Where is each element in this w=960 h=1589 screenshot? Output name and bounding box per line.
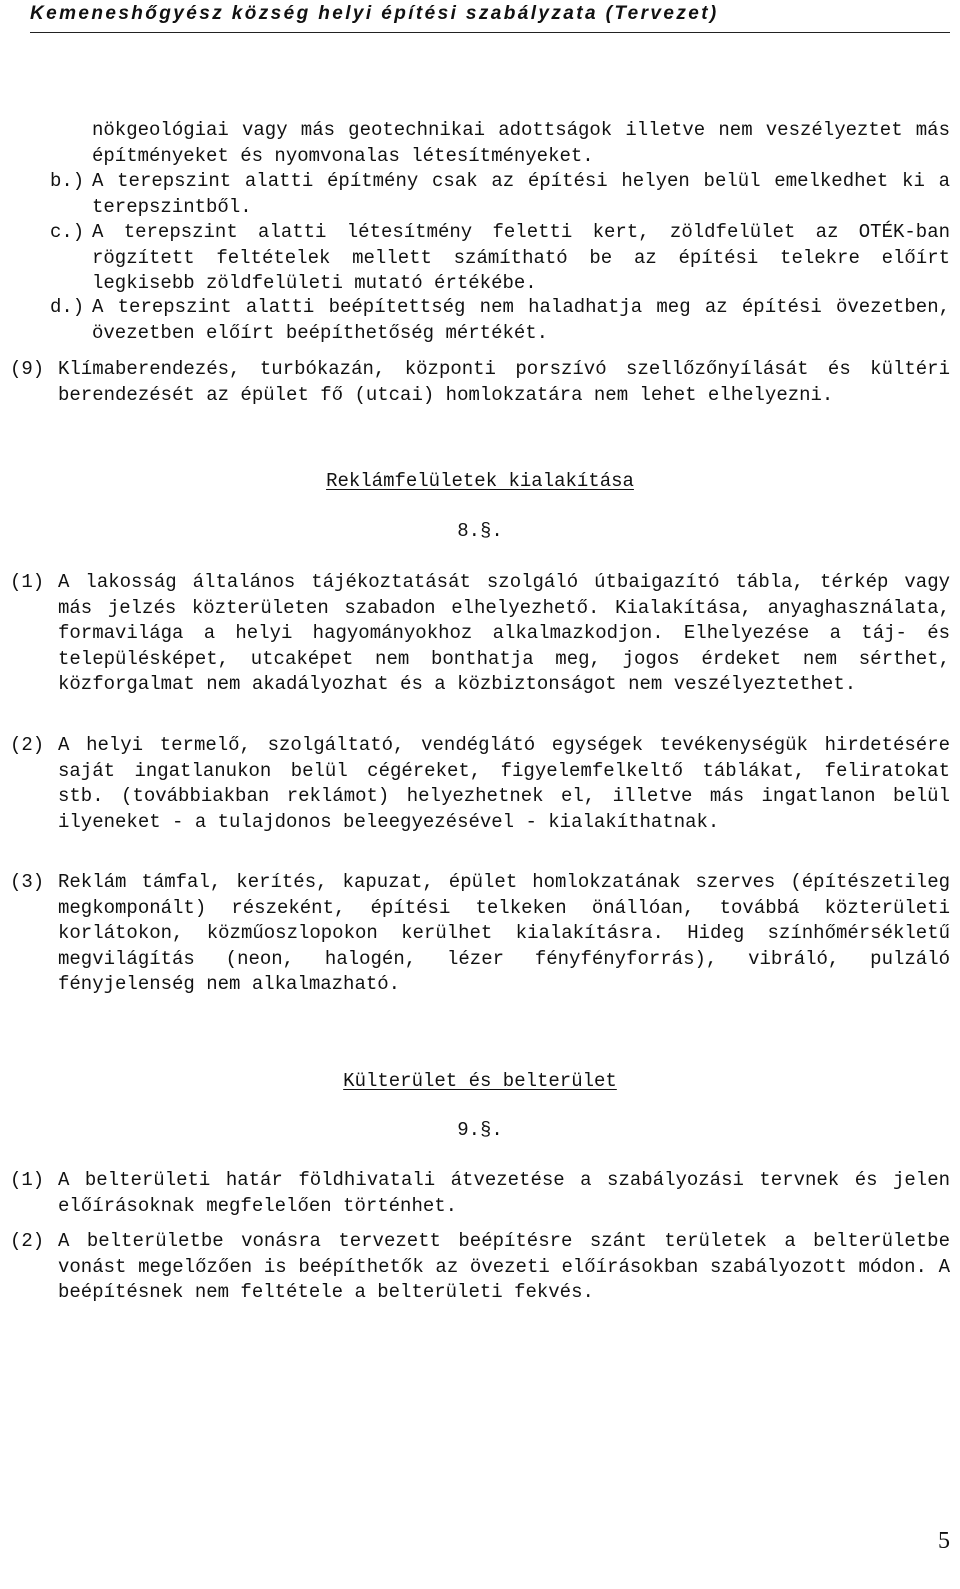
list-item-marker: d.) xyxy=(50,296,85,318)
paragraph-text: A belterületbe vonásra tervezett beépítésre szánt területek a belterületbe vonást megelőzően is beépíthetők az övezeti előírásokban szabályozott módon. A beépítésnek nem feltétele a belterületi fekvés. xyxy=(58,1230,950,1304)
paragraph-marker: (3) xyxy=(10,871,45,893)
paragraph-text: Reklám támfal, kerítés, kapuzat, épület homlokzatának szerves (építészetileg megkomponált) részeként, építési telkeken önállóan, továbbá közterületi korlátokon, közműoszlopokon kerülhet kialakításra. Hideg színhőmérsékletű megvilágítás (neon, halogén, lézer fényfényforrás), vibráló, pulzáló fényjelenség nem alkalmazható. xyxy=(58,871,950,996)
header-rule xyxy=(30,32,950,33)
section-9-paragraph-1 xyxy=(0,1168,960,1220)
list-item-text: A terepszint alatti építmény csak az építési helyen belül emelkedhet ki a terepszintből. xyxy=(92,170,950,218)
section-8-paragraph-2 xyxy=(0,733,960,861)
paragraph-text: A helyi termelő, szolgáltató, vendéglátó egységek tevékenységük hirdetésére saját ingatlanukon belül cégéreket, figyelemfelkeltő táblákat, feliratokat stb. (továbbiakban reklámot) helyezhetnek el, illetve más ingatlanon belül ilyeneket - a tulajdonos beleegyezésével - kialakíthatnak. xyxy=(58,734,950,833)
section-8-heading: Reklámfelületek kialakítása xyxy=(326,470,634,492)
running-header: Kemeneshőgyész község helyi építési szabályzata (Tervezet) xyxy=(30,3,719,24)
paragraph-9 xyxy=(0,357,960,434)
section-9-number: 9.§. xyxy=(457,1119,503,1141)
list-item-marker: b.) xyxy=(50,170,85,192)
section-8-paragraph-1 xyxy=(0,570,960,724)
section-8-paragraph-3 xyxy=(0,870,960,998)
paragraph-text: A lakosság általános tájékoztatását szolgáló útbaigazító tábla, térkép vagy más jelzés közterületen szabadon elhelyezhető. Kialakítása, anyaghasználata, formavilága a helyi hagyományokhoz alkalmazkodjon. Elhelyezése a táj- és településképet, utcaképet nem bonthatja meg, jogos érdeket nem sérthet, közforgalmat nem akadályozhat és a közbiztonságot nem veszélyeztethet. xyxy=(58,571,950,696)
section-9-paragraph-2 xyxy=(0,1229,960,1306)
page-number: 5 xyxy=(938,1528,950,1554)
section-9-heading: Külterület és belterület xyxy=(343,1070,617,1092)
paragraph-marker: (1) xyxy=(10,1169,45,1191)
list-item-text: A terepszint alatti létesítmény feletti kert, zöldfelület az OTÉK-ban rögzített feltételek mellett számítható be az építési telekre előírt legkisebb zöldfelületi mutató értékébe. xyxy=(92,221,950,295)
continued-paragraph: nökgeológiai vagy más geotechnikai adottságok illetve nem veszélyeztet más építményeket és nyomvonalas létesítményeket. xyxy=(92,119,950,167)
list-item-marker: c.) xyxy=(50,221,85,243)
list-item-d xyxy=(50,295,950,347)
paragraph-marker: (2) xyxy=(10,734,45,756)
paragraph-marker: (9) xyxy=(10,358,45,380)
paragraph-marker: (1) xyxy=(10,571,45,593)
list-item-c xyxy=(50,220,950,297)
list-item-text: A terepszint alatti beépítettség nem haladhatja meg az építési övezetben, övezetben előírt beépíthetőség mértékét. xyxy=(92,296,950,344)
paragraph-text: Klímaberendezés, turbókazán, központi porszívó szellőzőnyílását és kültéri berendezését az épület fő (utcai) homlokzatára nem lehet elhelyezni. xyxy=(58,358,950,406)
list-item-b xyxy=(50,169,950,221)
section-8-number: 8.§. xyxy=(457,520,503,542)
paragraph-marker: (2) xyxy=(10,1230,45,1252)
paragraph-text: A belterületi határ földhivatali átvezetése a szabályozási tervnek és jelen előírásoknak megfelelően történhet. xyxy=(58,1169,950,1217)
